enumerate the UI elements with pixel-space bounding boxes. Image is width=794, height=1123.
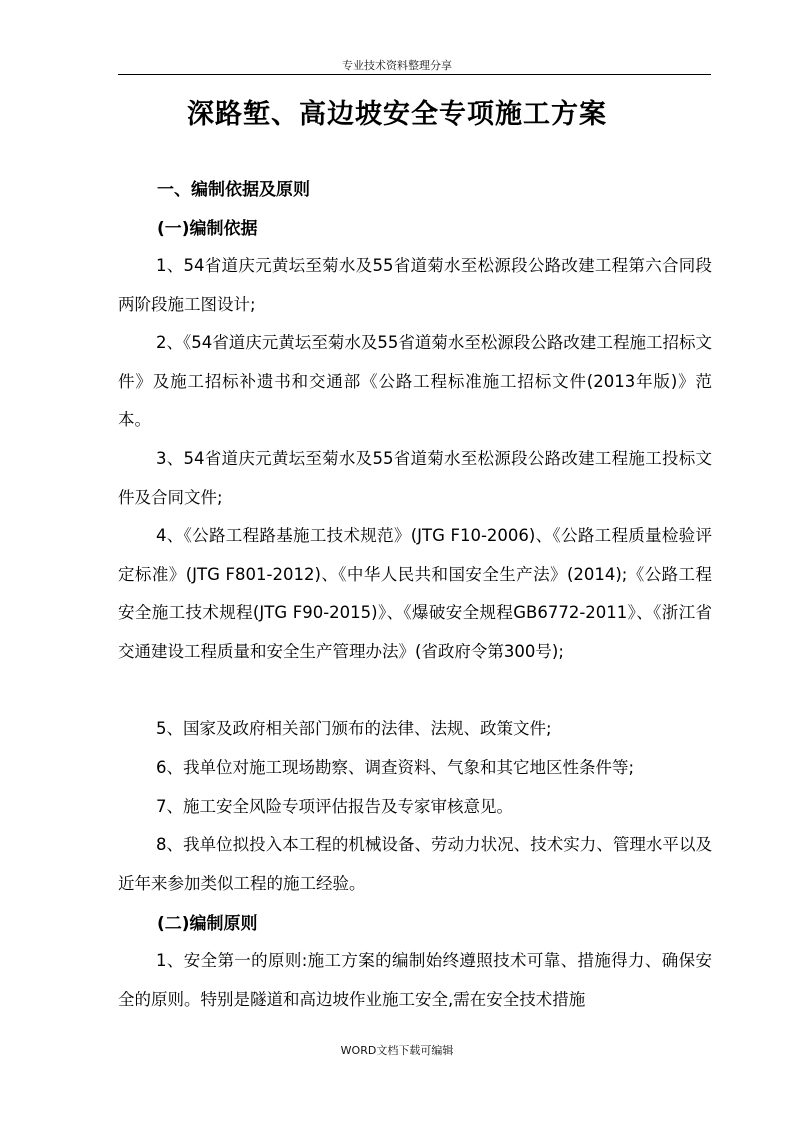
basis-item-1: 1、54省道庆元黄坛至菊水及55省道菊水至松源段公路改建工程第六合同段两阶段施工图设计; xyxy=(118,256,712,314)
header-divider xyxy=(118,74,711,75)
basis-item-7: 7、施工安全风险专项评估报告及专家审核意见。 xyxy=(156,797,513,816)
subsection-heading-principles: (二)编制原则 xyxy=(157,914,258,934)
page-header: 专业技术资料整理分享 xyxy=(342,59,452,72)
page-footer: WORD文档下载可编辑 xyxy=(340,1044,454,1057)
basis-item-8: 8、我单位拟投入本工程的机械设备、劳动力状况、技术实力、管理水平以及近年来参加类似工程的施工经验。 xyxy=(118,835,712,893)
basis-item-5: 5、国家及政府相关部门颁布的法律、法规、政策文件; xyxy=(156,719,552,738)
basis-item-2: 2、《54省道庆元黄坛至菊水及55省道菊水至松源段公路改建工程施工招标文件》及施工招标补遗书和交通部《公路工程标准施工招标文件(2013年版)》范本。 xyxy=(118,333,712,429)
section-heading-1: 一、编制依据及原则 xyxy=(157,180,310,200)
basis-item-3: 3、54省道庆元黄坛至菊水及55省道菊水至松源段公路改建工程施工投标文件及合同文件; xyxy=(118,449,712,507)
document-title: 深路堑、高边坡安全专项施工方案 xyxy=(187,99,607,130)
principle-item-1: 1、安全第一的原则:施工方案的编制始终遵照技术可靠、措施得力、确保安全的原则。特别是隧道和高边坡作业施工安全,需在安全技术措施 xyxy=(118,951,712,1009)
subsection-heading-basis: (一)编制依据 xyxy=(157,219,258,239)
basis-item-6: 6、我单位对施工现场勘察、调查资料、气象和其它地区性条件等; xyxy=(156,758,635,777)
basis-item-4: 4、《公路工程路基施工技术规范》(JTG F10-2006)、《公路工程质量检验评定标准》(JTG F801-2012)、《中华人民共和国安全生产法》(2014);《公路工程安全施工技术规程(JTG F90-2015)》、《爆破安全规程GB6772-2011》、《浙江省交通建设工程质量和安全生产管理办法》(省政府令第300号); xyxy=(118,526,712,661)
